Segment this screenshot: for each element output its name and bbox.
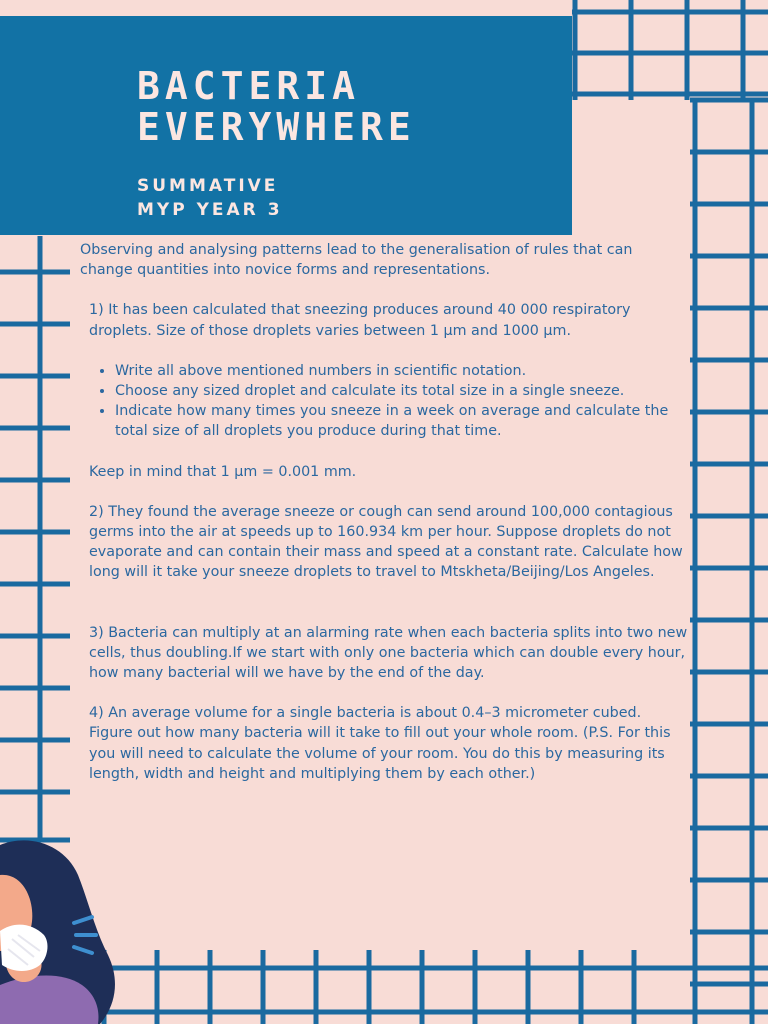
title-line-1: BACTERIA — [137, 64, 361, 108]
title-line-2: EVERYWHERE — [137, 105, 416, 149]
task-item: • Indicate how many times you sneeze in a week on average and calculate the total size of all droplets you produce during that time. — [115, 401, 688, 441]
subtitle-line-2: MYP YEAR 3 — [137, 200, 283, 220]
subtitle-line-1: SUMMATIVE — [137, 176, 279, 196]
question-1-tasks — [80, 361, 688, 442]
question-4: 4) An average volume for a single bacteria is about 0.4–3 micrometer cubed. Figure out how many bacteria will it take to fill out your whole room. (P.S. For this you will need to calculate the volume of your room. You do this by measuring its length, width and height and multiplying them by each other.) — [89, 705, 671, 782]
question-2: 2) They found the average sneeze or cough can send around 100,000 contagious germs into the air at speeds up to 160.934 km per hour. Suppose droplets do not evaporate and can contain their mass and speed at a constant rate. Calculate how long will it take your sneeze droplets to travel to Mtskheta/Beijing/Los Angeles. — [89, 503, 683, 581]
title-banner — [0, 16, 572, 235]
question-3: 3) Bacteria can multiply at an alarming rate when each bacteria splits into two new cells, thus doubling.If we start with only one bacteria which can double every hour, how many bacterial will we have by the end of the day. — [89, 624, 688, 682]
assignment-body — [80, 240, 688, 784]
unit-note: Keep in mind that 1 μm = 0.001 mm. — [89, 463, 357, 480]
subtitle — [137, 174, 283, 222]
sneezing-girl-icon — [0, 835, 125, 1024]
page-title — [137, 66, 416, 148]
task-item: • Write all above mentioned numbers in scientific notation. — [115, 361, 688, 381]
question-1: 1) It has been calculated that sneezing produces around 40 000 respiratory droplets. Size of those droplets varies between 1 μm and 1000 μm. — [89, 302, 631, 339]
intro-paragraph: Observing and analysing patterns lead to the generalisation of rules that can change quantities into novice forms and representations. — [80, 242, 633, 279]
task-item: • Choose any sized droplet and calculate its total size in a single sneeze. — [115, 381, 688, 401]
